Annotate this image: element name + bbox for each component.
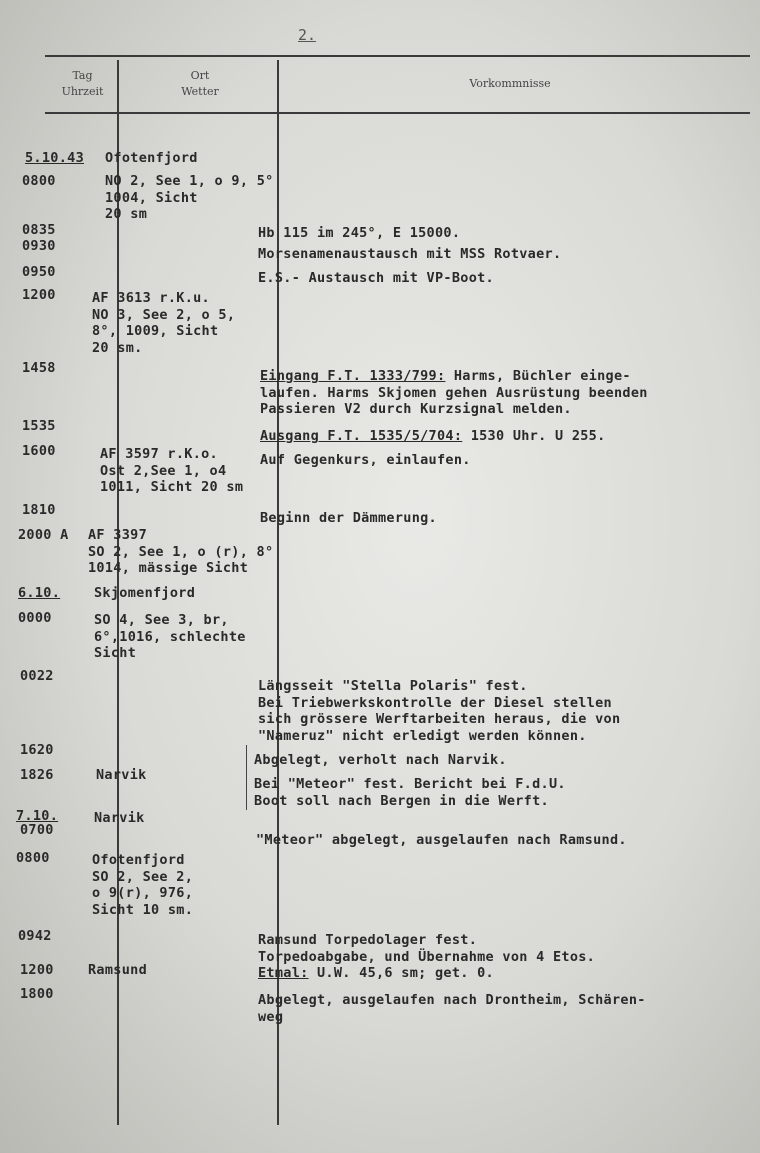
- weather-0000: SO 4, See 3, br, 6°,1016, schlechte Sicht: [94, 612, 246, 661]
- time-0022: 0022: [20, 668, 54, 684]
- event-1458: [260, 368, 648, 418]
- event-1600: Auf Gegenkurs, einlaufen.: [260, 452, 471, 468]
- time-1826: 1826: [20, 767, 54, 783]
- time-0950: 0950: [22, 264, 56, 280]
- outgoing-signal-ref: Ausgang F.T. 1535/5/704:: [260, 428, 463, 444]
- side-bracket: [246, 745, 247, 810]
- event-0942-main: Ramsund Torpedolager fest. Torpedoabgabe, und Übernahme von 4 Etos.: [258, 932, 596, 965]
- time-2000: 2000 A: [18, 527, 69, 543]
- event-0700: "Meteor" abgelegt, ausgelaufen nach Ramsund.: [256, 832, 627, 848]
- time-1200: 1200: [22, 287, 56, 303]
- time-0000: 0000: [18, 610, 52, 626]
- event-0930: Morsenamenaustausch mit MSS Rotvaer.: [258, 246, 562, 262]
- incoming-signal-ref: Eingang F.T. 1333/799:: [260, 368, 446, 384]
- place-skjomenfjord: Skjomenfjord: [94, 585, 196, 601]
- event-1800: Abgelegt, ausgelaufen nach Drontheim, Schären- weg: [258, 992, 646, 1025]
- time-0942: 0942: [18, 928, 52, 944]
- place-ramsund: Ramsund: [88, 962, 147, 978]
- etmal-label: Etmal:: [258, 965, 309, 981]
- weather-0800: NO 2, See 1, o 9, 5° 1004, Sicht 20 sm: [105, 173, 274, 222]
- header-date-time: Tag Uhrzeit: [61, 69, 104, 98]
- etmal-value: U.W. 45,6 sm; get. 0.: [308, 965, 494, 981]
- event-0022: Längsseit "Stella Polaris" fest. Bei Triebwerkskontrolle der Diesel stellen sich grössere Werftarbeiten heraus, die von "Nameruz" nicht erledigt werden können.: [258, 678, 621, 744]
- time-1600: 1600: [22, 443, 56, 459]
- weather-1200: AF 3613 r.K.u. NO 3, See 2, o 5, 8°, 1009, Sicht 20 sm.: [92, 290, 236, 356]
- event-0942: [258, 932, 595, 982]
- incoming-signal-text: Harms, Büchler einge- laufen. Harms Skjomen gehen Ausrüstung beenden Passieren V2 durch Kurzsignal melden.: [260, 368, 648, 417]
- time-1800: 1800: [20, 986, 54, 1002]
- place-narvik-0700: Narvik: [94, 810, 145, 826]
- date-5-10-43: 5.10.43: [25, 150, 84, 166]
- time-0835: 0835: [22, 222, 56, 238]
- weather-1600: AF 3597 r.K.o. Ost 2,See 1, o4 1011, Sicht 20 sm: [100, 446, 244, 495]
- event-0950: E.S.- Austausch mit VP-Boot.: [258, 270, 494, 286]
- time-0700: 0700: [20, 822, 54, 838]
- date-7-10: 7.10.: [16, 808, 59, 824]
- weather-0800-b: Ofotenfjord SO 2, See 2, o 9(r), 976, Sicht 10 sm.: [92, 852, 194, 918]
- weather-2000: AF 3397 SO 2, See 1, o (r), 8° 1014, mässige Sicht: [88, 527, 274, 576]
- place-ofotenfjord: Ofotenfjord: [105, 150, 198, 166]
- event-1810: Beginn der Dämmerung.: [260, 510, 437, 526]
- page-number: 2.: [298, 26, 317, 44]
- time-0800-b: 0800: [16, 850, 50, 866]
- header-place-weather: Ort Wetter: [181, 69, 219, 98]
- event-1620: Abgelegt, verholt nach Narvik.: [254, 752, 507, 768]
- place-narvik-1826: Narvik: [96, 767, 147, 783]
- time-0800: 0800: [22, 173, 56, 189]
- time-1620: 1620: [20, 742, 54, 758]
- outgoing-signal-text: 1530 Uhr. U 255.: [462, 428, 606, 444]
- time-1810: 1810: [22, 502, 56, 518]
- header-bottom-rule: [45, 112, 750, 114]
- event-0835: Hb 115 im 245°, E 15000.: [258, 225, 461, 241]
- event-1826: Bei "Meteor" fest. Bericht bei F.d.U. Boot soll nach Bergen in die Werft.: [254, 776, 566, 809]
- time-1535: 1535: [22, 418, 56, 434]
- time-1200-b: 1200: [20, 962, 54, 978]
- time-0930: 0930: [22, 238, 56, 254]
- event-1535: [260, 428, 606, 445]
- time-1458: 1458: [22, 360, 56, 376]
- header-top-rule: [45, 55, 750, 57]
- date-6-10: 6.10.: [18, 585, 61, 601]
- header-events: Vorkommnisse: [469, 77, 551, 90]
